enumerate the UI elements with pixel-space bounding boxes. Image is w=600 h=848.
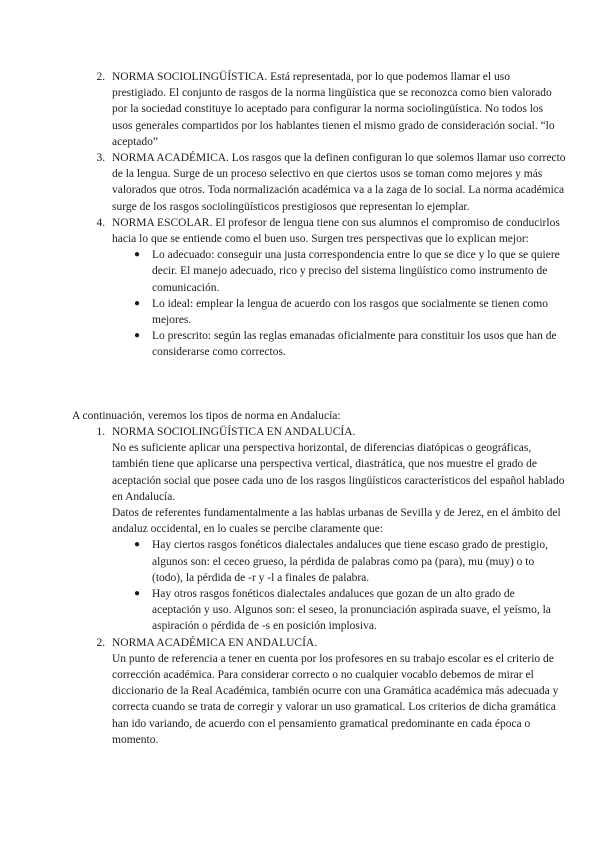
list-item-sociolinguistica-andalucia — [108, 424, 566, 635]
bullet-icon: ● — [133, 297, 141, 309]
rasgos-bullet-list — [112, 537, 566, 634]
list-item-text: NORMA ACADÉMICA. Los rasgos que la definen configuran lo que solemos llamar uso correcto de la lengua. Surge de un proceso selectivo en que ciertos usos se toman como mejores y más valorados que otros. Toda normalización académica va a la zaga de lo social. La norma académica surge de los rasgos sociolingüísticos prestigiosos que representan lo ejemplar. — [112, 152, 566, 213]
bullet-icon: ● — [133, 588, 141, 600]
list-item-paragraph: Un punto de referencia a tener en cuenta por los profesores en su trabajo escolar es el criterio de corrección académica. Para considerar correcto o no cualquier vocablo debemos de mirar el diccionario de la Real Académica, también ocurre con una Gramática académica más adecuada y correcta cuando se trata de corregir y valorar un uso gramatical. Los criterios de dicha gramática han ido variando, de acuerdo con el pensamiento gramatical predominante en cada época o momento. — [112, 652, 559, 746]
bullet-icon: ● — [133, 539, 141, 551]
perspectives-bullet-list — [112, 247, 566, 360]
bullet-icon: ● — [133, 249, 141, 261]
norm-types-list — [72, 69, 566, 361]
list-item-norma-escolar — [108, 215, 566, 361]
bullet-item: ● Hay ciertos rasgos fonéticos dialectales andaluces que tiene escaso grado de prestigio, algunos son: el ceceo grueso, la pérdida de palabras como pa (para), mu (muy) o to (todo), la pérdida de -r y -l a finales de palabra. — [133, 539, 548, 584]
bullet-item: ● Lo ideal: emplear la lengua de acuerdo con los rasgos que socialmente se tienen como mejores. — [133, 297, 548, 327]
list-item-text: NORMA ESCOLAR. El profesor de lengua tiene con sus alumnos el compromiso de conducirlos hacia lo que se entiende como el buen uso. Surgen tres perspectivas que lo explican mejor: — [112, 216, 560, 246]
bullet-item: ● Lo adecuado: conseguir una justa correspondencia entre lo que se dice y lo que se quiere decir. El manejo adecuado, rico y preciso del sistema lingüístico como instrumento de comunicación. — [133, 249, 560, 294]
bullet-icon: ● — [133, 330, 141, 342]
list-item-paragraph: Datos de referentes fundamentalmente a las hablas urbanas de Sevilla y de Jerez, en el ámbito del andaluz occidental, en lo cuales se percibe claramente que: — [112, 507, 561, 536]
intro-paragraph: A continuación, veremos los tipos de norma en Andalucía: — [72, 410, 341, 422]
andalucia-norms-list — [72, 424, 566, 748]
list-item-academica-andalucia — [108, 635, 566, 748]
bullet-item: ● Lo prescrito: según las reglas emanadas oficialmente para constituir los usos que han de considerarse como correctos. — [133, 330, 557, 359]
list-item-heading: 2. NORMA ACADÉMICA EN ANDALUCÍA. — [112, 636, 318, 649]
list-item-paragraph: No es suficiente aplicar una perspectiva horizontal, de diferencias diatópicas o geográficas, también tiene que aplicarse una perspectiva vertical, diastrática, que nos muestre el grado de aceptación social que posee cada uno de los rasgos lingüísticos característicos del español hablado en Andalucía. — [112, 442, 565, 503]
bullet-item: ● Hay otros rasgos fonéticos dialectales andaluces que gozan de un alto grado de aceptación y uso. Algunos son: el seseo, la pronunciación aspirada suave, el yeísmo, la aspiración o pérdida de -s en posición implosiva. — [133, 588, 551, 633]
list-item-norma-sociolinguistica — [108, 69, 566, 150]
list-item-norma-academica — [108, 150, 566, 215]
list-item-text: NORMA SOCIOLINGÜÍSTICA. Está representada, por lo que podemos llamar el uso prestigiado. El conjunto de rasgos de la norma lingüística que se reconozca como bien valorado por la sociedad constituye lo aceptado para configurar la norma sociolingüística. No todos los usos generales compartidos por los hablantes tienen el mismo grado de consideración social. “lo aceptado” — [112, 71, 555, 148]
list-item-heading: 1. NORMA SOCIOLINGÜÍSTICA EN ANDALUCÍA. — [112, 426, 356, 438]
